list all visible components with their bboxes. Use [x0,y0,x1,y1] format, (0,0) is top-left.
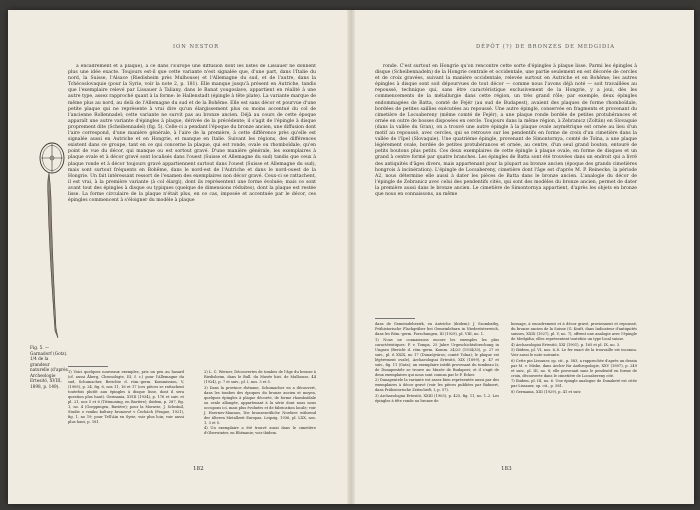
right-footnotes-col1 [375,322,499,404]
footnote: 3) Dans la province rhénane, Schumacher en a découvert, dans les tombes des époques du bronze ancien et moyen, quelques épingles à plaque décorée, de forme rhomboïdale ou ovale allongée, appartenant à la série dont nous nous occupons ici, mais plus évoluées et de fabrication locale; voir J. Hoernes-Mannus, Die bronzezeitliche Nordsee während der älteren Metallzeit Europas, Leipzig, 1936, pl. LXX, nos. 1, 3 et 5. [204,385,316,425]
footnote: 8) Germania, XIII (1929), p. 41 et suiv. [511,389,582,394]
footnote: 1) Nous ne connaissons encore les exemples les plus caractéristiques: F. v. Tompa, 25 Jahre Urgeschichtsforschung in Ungarn (Bericht d. röm.-germ. Komm. 24/25 (1934/35), p. 27 et suiv., pl. 6 XXIX, no 17 (Dunaújváros; comté Tolna); le plaque est légèrement ovale), Archaeologiai Ertesitö, XIX (1899), p. 47 et suiv., fig. 11 (Gata); un exemplaire inédit provenant du tombeau Ir, de Dunapentele se trouve au Musée de Budapest; et il s'agit de deux exemplaires qui nous sont connus par le P. Ecker. [375,337,499,377]
footnote: bossage, à encadrement et à décor gravé, proviennent et repoussé, du bronze ancien de la Suisse (G. Kraft, dans Indicateur d'antiquités suisses, XXIX (1927), pl. V, no. 7), offrent une analogie avec l'épingle de Medgidia; elles représentent toutefois un type local suisse. [511,322,637,341]
figure-caption: Fig. 5. — Garnadorf (Gotz). 1/4 de la grandeur naturelle (d'après Archeologie Ertesitö, XVIII, 1898, p. 149). [30,345,68,389]
footnote: 6) Cette pin Lissauer, op. cit., p. 583, a rapprochée d'après un dessin par M. v. Miske, dans Archiv für Anthropologie, XXV (1897), p. 249 et suiv., pl. III, no. 8; elle provenait sans le pendentif en forme de croix, découverte dans le cimetière de Locsabereny cité. [511,358,637,378]
footnote: dans de Gemeindebezirk, en Autriche (ibidem): J. Szombathy, Prähistorische Flachgräber bei Gemeinlebarn in Niederösterreich, dans les Röm.-germ. Forschungen, III (1929), pl. VIII, no. 1. [375,322,499,336]
footnote: 7) Ibidem, pl. III, no. 6. Une épingle analogue de Dunaketé est citée par Lissauer, op. cit., p. 581. [511,379,637,388]
footnote-rule-left [68,366,108,367]
footnote: 2) Dunapentele la variante est assez bien représentée aussi par des exemplaires à décor gravé (voir les pièces publiées par Bahnert, dans Prähistorische Zeitschrift, I, p. 57). [375,378,499,392]
disc-pin-drawing-icon [32,138,72,343]
right-paragraph: ronde. C'est surtout en Hongrie qu'on rencontre cette sorte d'épingles à plaque lisse. Parmi les épingles à disque (Scheibennadeln) de la Hongrie centrale et occidentale, une partie seulement en est décorée de cercles et de croix gravées, suivant la manière occidentale, relevée surtout en Autriche et en Bohême; les autres épingles à disque sont soit dépourvues de tout décor — comme nous l'avons déjà noté — soit travaillées au repoussé, technique qui, sans être caractéristique exclusivement de la Hongrie, y a joui, dès les commencements de la métallurgie dans cette région, un très grand rôle; par exemple, deux épingles endommagées de Batta, comté de Fejér (au sud de Budapest), avaient des plaques de forme rhomboïdale, bordées de petites saillies exécutées au repoussé. Une autre épingle, conservée en fragments et provenant du cimetière de Locsabereny (même comté de Fejér), a une plaque ronde bordée de petites protubérances et ornée en outre de bosses disposées en cercle. Toujours dans la même région, à Zebranicz (Zoltán) en Slovaquie (dans la vallée du Gran), on a trouvé une autre épingle à la plaque ovale asymétrique est ornée au lieu d'un motif au repoussé, avec cercles, qui se retrouve sur les pendentifs en forme de croix d'un cimetière dans la vallée de l'Ipel (Slovaquie). Une quatrième épingle, provenant de Simontornya, comté de Tolna, a une plaque légèrement ovale, bordée de petites protubérances et ornée, au centre, d'un seul grand bouton, entouré de petits boutons plus petits. Ces deux exemplaires de cette épingle à plaque ovale, en forme de disques et un grand à centre formé par quatre branches. Les épingles de Batta sont été trouvées dans un endroit qui a livré des antiquités d'âges divers, mais appartenant pour la plupart au bronze ancien (époque des grands cimetières hongrois à incinération). L'épingle de Locsabereny, cimetière dont l'âge est d'après M. P. Reinecke, la période A2, nous détermine elle aussi à dater les pièces de Batta dans le bronze ancien. L'analogie du décor de l'épingle de Zebranicz avec celui des pendentifs cités, qui sont des modèles du bronze ancien, permet de dater la première aussi dans le bronze ancien. Le cimetière de Simontornya appartient, d'après les objets en bronze que nous en connaissons, au même [375,64,637,197]
right-page [351,10,694,504]
running-head-left: ION NESTOR [173,44,219,50]
footnote: 1) Voici quelques nouveaux exemples, pris un peu au hasard (cf. aussi Åberg, Chronologie, III, f. c.) pour l'Allemagne du sud, Schumacher, Berichte d. röm.-germ. Kommission, V, (1909), p. 24, fig. 6, nos 11, 16 et 17 (ces pièces se rattachent toutefois plutôt aux épingles à disque lisse, dont il sera question plus haut). Germania, XVIII (1934), p. 176 et suiv. et pl. 21, nos 5 et 6 (Tittmoning, en Bavière); ibidem, p. 287, fig. 1, no. 4 (Goeppingen, Bavière); pour la Moravie, J. Schránil, Studie o vzniku kultury bronzové v Čechách (Prague, 1921), fig. 1, no 19; pour Tell'Ain en Syrie, voir plus loin; voir aussi plus haut, p. 181. [68,370,184,424]
book-spread [8,10,694,504]
left-page [8,10,351,504]
footnote-rule-right [375,318,415,319]
footnote: 4) Archaeologiai Ertesitö, XXI (1901), p. 165 et pl. IX, no. 3. [511,342,621,347]
footnote: 5) Ibidem, pl. VI, nos. 6–8. Le fer exact de la trouvaille est inconnu. Voir aussi le note suivante. [511,348,637,357]
running-head-right: DÉPÔT (?) DE BRONZES DE MEDGIDIA [476,44,615,50]
folio-right: 183 [501,466,512,472]
footnote: 2) L. C. Werner, Découvertes de tombes de l'âge du bronze à Riedisheim, dans le Bull. du Musée hist. de Mulhouse, 44 (1924), p. 7 et suiv., pl. I, nos. 3 et 5. [204,370,316,384]
folio-left: 182 [193,466,204,472]
footnote: 3) Archaeologiai Ertesitö, XXIII (1903), p. 425, fig. 11, no. 1–2. Les épingles à tête ronde au bronze de [375,393,499,403]
left-paragraph: à encadrement et à plaque), à ce dans l'Europe une diffusion dont les listes de Lissauer ne donnent plus une idée exacte. Toujours est-il que cette variante n'est signalée que, d'une part, dans l'Italie du nord, la Suisse, l'Alsace (Riedisheim près Mulhouse) et l'Allemagne du sud, et de l'autre, dans la Tchécoslovaquie (pour la Syrie, voir la note 2, p. 181). Elle manque jusqu'à présent en Autriche, tandis que l'exemplaire relevé par Lissauer à Taliany, dans le Banat yougoslave, appartient en réalité à une autre type, assez rapproché quant à la forme: le Hallenstadt (épingle à tête plate). La variante marque de même plus au nord, au delà de l'Allemagne du sud et de la Bohême. Elle est sans décor et pourvue d'une petite plaque qui ne représente à vrai dire qu'un élargissement plus ou moins accentué du col de l'ancienne Rollennadel; cette variante ne survit pas au bronze ancien. Déjà au cours de cette époque apparaît une autre variante d'épingles à plaque, dérivée de la précédente; il s'agit de l'épingle à disque proprement dite (Scheibennadel) (fig. 5). Celle-ci a pendant l'époque du bronze ancien, une diffusion dont l'aire correspond, d'une manière générale, à l'aire de la première, à cette différence près qu'elle est signalée aussi en Autriche et en Hongrie, et manque en Italie. Suivant les régions, des différences existent dans ce groupe, tant en ce qui concerne la plaque, qui est ronde, ovale ou rhomboïdale, qu'en point de vue du décor, qui manque ou est sortout gravé. D'une manière générale, les exemplaires à plaque ovale et à décor gravé sont localisés dans l'ouest (Suisse et Allemagne du sud) tandis que ceux à plaque ronde et à décor toujours gravé appartiennent surtout dans l'ouest (Suisse et Allemagne du sud), mais sont surtout fréquents en Bohême, dans le nord-est de l'Autriche et dans le nord-ouest de la Hongrie. Un fait intéressant ressort de l'examen des exemplaires non décor gravé. Ceux-ci se rattachent, il est vrai, à la première variante (à col élargi), dont ils représentent une forme évoluée; mais ce sont avant tout des épingles à disque ou typiques (quelque de dimensions réduites), dont la plaque est restée lisse. La forme circulaire de la plaque n'était plus, en ce cas, imposée et accentuée par le décor, ces épingles commencent à s'éloigner du modèle à plaque [68,64,316,204]
footnote: 4) Un exemplaire a été trouvé aussi dans le cimetière d'Oberwinter, en Rhénanie; voir ibidem. [204,426,316,435]
figure-5 [32,138,72,343]
right-footnotes-col2 [511,322,637,395]
left-footnotes-col1 [68,370,184,426]
left-footnotes-col2 [204,370,316,437]
right-main-text [375,64,637,198]
left-main-text [68,64,316,360]
